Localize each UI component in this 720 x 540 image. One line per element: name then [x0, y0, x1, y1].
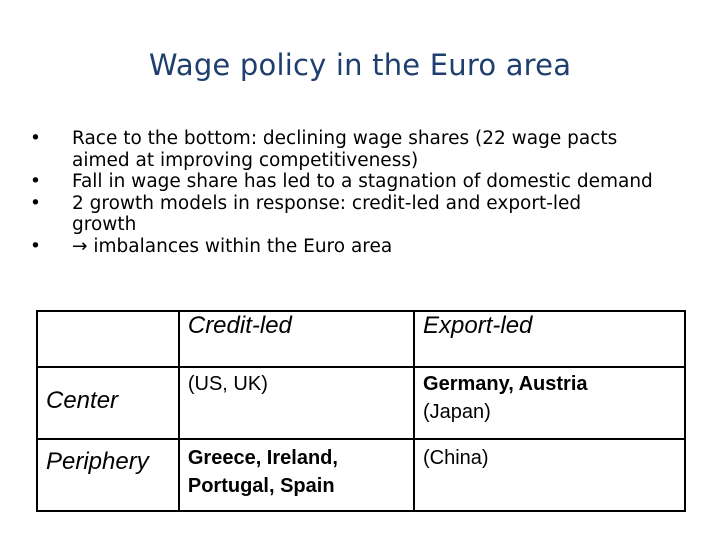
bullet-text-line: aimed at improving competitiveness): [72, 149, 419, 171]
table-row: [37, 367, 685, 439]
growth-models-table: [36, 310, 686, 512]
table-header-cell-empty: [37, 311, 179, 367]
bullet-item: [30, 193, 700, 236]
bullet-dot-icon: •: [30, 171, 41, 192]
table-header-export-led: Export-led: [414, 311, 685, 367]
bullet-text-line: → imbalances within the Euro area: [72, 235, 393, 257]
cell-center-credit-led: [179, 367, 414, 439]
slide-title: Wage policy in the Euro area: [148, 48, 572, 82]
bullet-item: [30, 171, 700, 193]
bullet-item: [30, 128, 700, 171]
row-label-center: Center: [37, 367, 179, 439]
bullet-item: [30, 236, 700, 258]
table-header-credit-led: Credit-led: [179, 311, 414, 367]
cell-center-export-led: [414, 367, 685, 439]
table-header-row: [37, 311, 685, 367]
row-label-periphery: Periphery: [37, 439, 179, 511]
bullet-dot-icon: •: [30, 192, 41, 214]
cell-periphery-export-led: (China): [414, 439, 685, 511]
bullet-dot-icon: •: [30, 128, 41, 149]
cell-periphery-credit-led: [179, 439, 414, 511]
bullet-text-line: growth: [72, 214, 137, 235]
cell-text-bold: Portugal, Spain: [187, 475, 335, 497]
cell-text: (Japan): [423, 401, 491, 423]
bullet-text-line: Race to the bottom: declining wage shares (22 wage pacts: [72, 128, 618, 149]
bullet-dot-icon: •: [30, 235, 41, 257]
bullet-text-line: 2 growth models in response: credit-led and export-led: [72, 192, 582, 214]
bullet-text-line: Fall in wage share has led to a stagnation of domestic demand: [72, 171, 653, 192]
table-row: [37, 439, 685, 511]
bullet-list: [30, 128, 700, 257]
cell-text: (US, UK): [187, 373, 268, 395]
cell-text-bold: Germany, Austria: [423, 373, 588, 395]
cell-text-bold: Greece, Ireland,: [187, 447, 338, 469]
